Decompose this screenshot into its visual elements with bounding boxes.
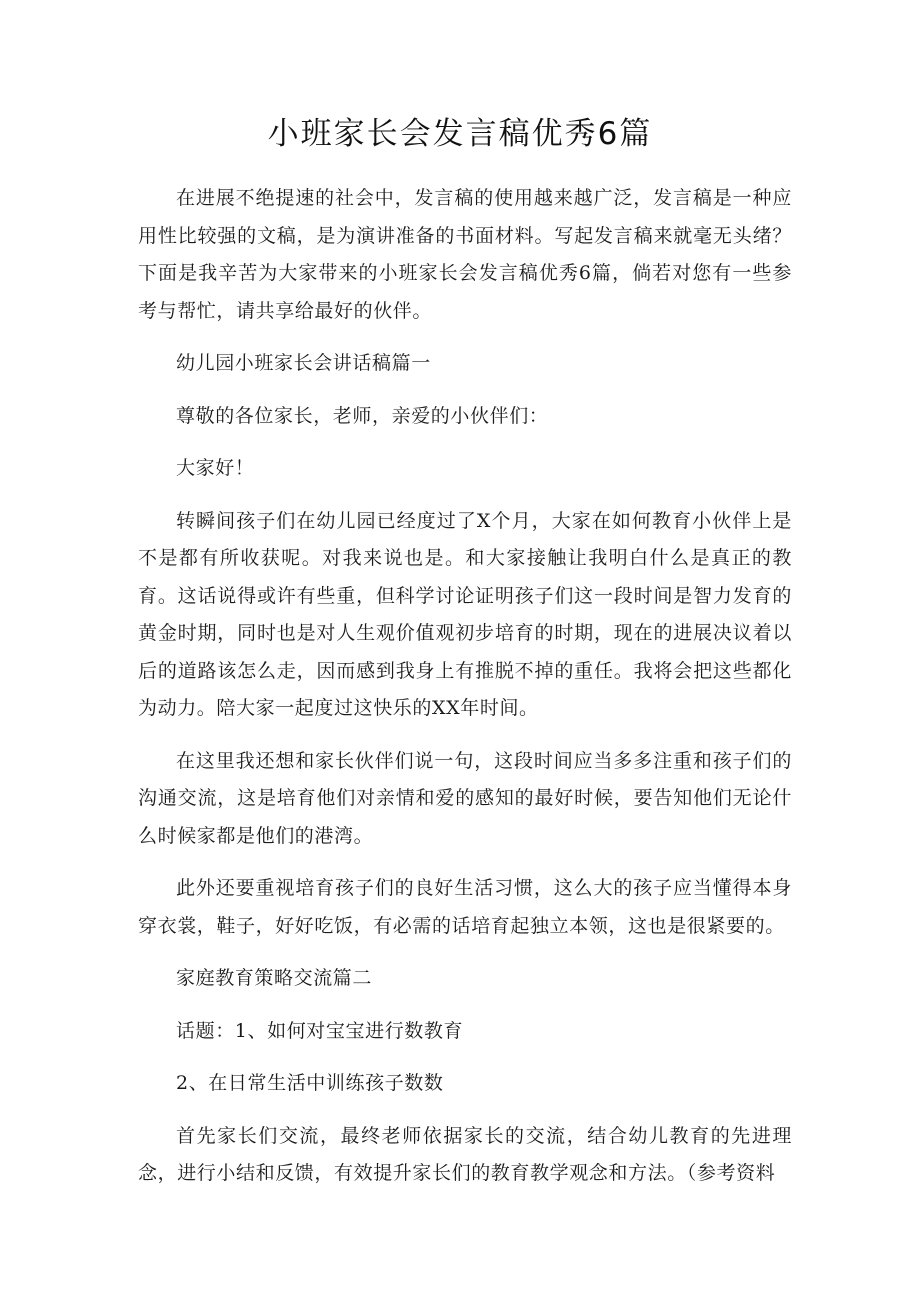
body-paragraph: 在这里我还想和家长伙伴们说一句，这段时间应当多多注重和孩子们的沟通交流，这是培育他们对亲情和爱的感知的最好时候，要告知他们无论什么时候家都是他们的港湾。: [138, 749, 792, 847]
topic-line-2: 2、在日常生活中训练孩子数数: [176, 1072, 444, 1094]
body-paragraph: 转瞬间孩子们在幼儿园已经度过了X个月，大家在如何教育小伙伴上是不是都有所收获呢。对我来说也是。和大家接触让我明白什么是真正的教育。这话说得或许有些重，但科学讨论证明孩子们这一段时间是智力发育的黄金时期，同时也是对人生观价值观初步培育的时期，现在的进展决议着以后的道路该怎么走，因而感到我身上有推脱不掉的重任。我将会把这些都化为动力。陪大家一起度过这快乐的XX年时间。: [138, 509, 792, 719]
document-title: 小班家长会发言稿优秀6篇: [267, 116, 653, 152]
body-paragraph: 首先家长们交流，最终老师依据家长的交流，结合幼儿教育的先进理念，进行小结和反馈，有效提升家长们的教育教学观念和方法。（参考资料: [138, 1124, 792, 1184]
body-paragraph: 此外还要重视培育孩子们的良好生活习惯，这么大的孩子应当懂得本身穿衣裳，鞋子，好好吃饭，有必需的话培育起独立本领，这也是很紧要的。: [138, 877, 792, 937]
document-body: [138, 180, 792, 1208]
section-heading-2: 家庭教育策略交流篇二: [176, 967, 373, 989]
greeting-line: 大家好！: [176, 457, 255, 479]
section-heading-1: 幼儿园小班家长会讲话稿篇一: [176, 352, 431, 374]
salutation-line: 尊敬的各位家长，老师，亲爱的小伙伴们：: [176, 404, 549, 427]
topic-line-1: 话题：1、如何对宝宝进行数教育: [176, 1019, 464, 1042]
intro-paragraph: 在进展不绝提速的社会中，发言稿的使用越来越广泛，发言稿是一种应用性比较强的文稿，是为演讲准备的书面材料。写起发言稿来就毫无头绪？下面是我辛苦为大家带来的小班家长会发言稿优秀6篇，倘若对您有一些参考与帮忙，请共享给最好的伙伴。: [138, 187, 792, 322]
